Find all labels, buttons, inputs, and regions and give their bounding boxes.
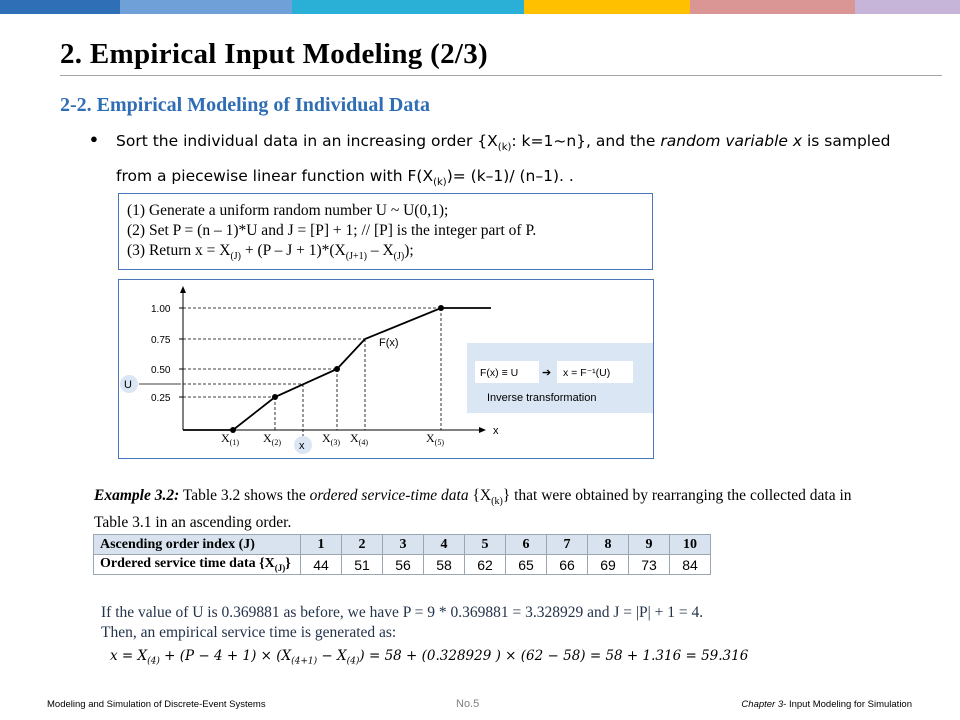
example-paragraph: Example 3.2: Table 3.2 shows the ordered service-time data $\{X_{(k)}\}$ that were obtained by rearranging the collected data in Table 3.1 in an ascending order. <box>94 487 852 532</box>
table-cell: 6 <box>506 535 547 555</box>
x-tick-label: $X_{(2)}$ <box>263 431 281 447</box>
breakpoint-dot <box>230 427 236 433</box>
y-tick-label: 0.50 <box>151 365 171 376</box>
table-cell: 56 <box>383 555 424 575</box>
topbar-segment <box>120 0 292 14</box>
table-cell: 2 <box>342 535 383 555</box>
x-tick-labels <box>221 431 444 447</box>
table-cell: 1 <box>301 535 342 555</box>
service-time-table <box>93 534 711 575</box>
algorithm-step-3: (3) Return $x = X_{(J)} + (P - J + 1)*(X_{(J+1)} - X_{(J)})$; <box>127 242 414 263</box>
cdf-graph <box>119 280 653 458</box>
breakpoint-dot <box>272 394 278 400</box>
fx-label: F(x) <box>379 337 399 349</box>
table-cell: 10 <box>670 535 711 555</box>
table-cell: 69 <box>588 555 629 575</box>
algorithm-box <box>118 193 653 270</box>
table-cell: 4 <box>424 535 465 555</box>
guide-lines <box>183 308 441 440</box>
table-cell: 5 <box>465 535 506 555</box>
x-axis-label: x <box>493 425 499 437</box>
table-cell: 51 <box>342 555 383 575</box>
breakpoints <box>230 305 444 433</box>
x-axis-arrow <box>479 427 486 433</box>
slide-title: 2. Empirical Input Modeling (2/3) <box>60 38 489 70</box>
section-subtitle: 2-2. Empirical Modeling of Individual Data <box>60 94 431 116</box>
inverse-caption: Inverse transformation <box>487 392 597 404</box>
u-marker-label: U <box>124 379 132 391</box>
table-cell: 3 <box>383 535 424 555</box>
table-cell: 8 <box>588 535 629 555</box>
topbar-segment <box>524 0 690 14</box>
x-marker-label: x <box>299 440 305 452</box>
table-cell: 62 <box>465 555 506 575</box>
table-cell: 73 <box>629 555 670 575</box>
x-tick-label: $X_{(4)}$ <box>350 431 368 447</box>
y-ticks <box>151 304 183 404</box>
table-row-label: Ascending order index (J) <box>94 535 301 555</box>
result-line-2: Then, an empirical service time is generated as: <box>101 624 397 641</box>
x-tick-label: $X_{(1)}$ <box>221 431 239 447</box>
table-row <box>94 555 711 575</box>
topbar-segment <box>0 0 120 14</box>
footer-page-number: No.5 <box>456 698 480 710</box>
table-cell: 84 <box>670 555 711 575</box>
footer-course: Modeling and Simulation of Discrete-Event Systems <box>47 699 266 710</box>
result-line-1: If the value of U is 0.369881 as before, we have P = 9 * 0.369881 = 3.328929 and J = |P| + 1 = 4. <box>101 604 704 621</box>
x-tick-label: $X_{(5)}$ <box>426 431 444 447</box>
algorithm-step-1: (1) Generate a uniform random number U ~ U(0,1); <box>127 202 449 219</box>
inverse-right-text: x = F⁻¹(U) <box>563 367 611 379</box>
arrow-icon: ➔ <box>542 367 552 379</box>
breakpoint-dot <box>438 305 444 311</box>
footer-chapter: Chapter 3- Input Modeling for Simulation <box>741 699 912 710</box>
topbar-segment <box>292 0 524 14</box>
bullet-text: Sort the individual data in an increasing order {$X_{(k)}$: k=1~n}, and the random variable x is sampled from a piecewise linear function with $F(X_{(k)})= (k-1)/$ (n–1). . <box>116 132 891 189</box>
title-divider <box>60 75 942 76</box>
y-tick-label: 1.00 <box>151 304 171 315</box>
table-row-label: Ordered service time data $\{X_{(J)}\}$ <box>94 555 301 575</box>
table-cell: 9 <box>629 535 670 555</box>
topbar-segment <box>855 0 960 14</box>
result-formula: $x = X_{(4)} + (P - 4 + 1) \times (X_{(4+1)} - X_{(4)}) = 58 + (0.328929$ ) × (62 − 58) = 58 + 1.316 = 59.316 <box>110 648 749 667</box>
algorithm-step-2: (2) Set P = (n – 1)*U and J = [P] + 1; // [P] is the integer part of P. <box>127 222 537 239</box>
result-text <box>101 603 703 643</box>
y-tick-label: 0.75 <box>151 335 171 346</box>
y-tick-label: 0.25 <box>151 393 171 404</box>
table-cell: 58 <box>424 555 465 575</box>
top-color-bar <box>0 0 960 14</box>
breakpoint-dot <box>334 366 340 372</box>
x-tick-label: $X_{(3)}$ <box>322 431 340 447</box>
table-cell: 65 <box>506 555 547 575</box>
table-cell: 44 <box>301 555 342 575</box>
table-cell: 7 <box>547 535 588 555</box>
bullet-icon: ● <box>90 131 98 146</box>
inverse-left-text: F(x) ≡ U <box>480 367 519 379</box>
table-cell: 66 <box>547 555 588 575</box>
topbar-segment <box>690 0 855 14</box>
y-axis-arrow <box>180 286 186 293</box>
table-row <box>94 535 711 555</box>
piecewise-cdf-figure <box>118 279 654 459</box>
